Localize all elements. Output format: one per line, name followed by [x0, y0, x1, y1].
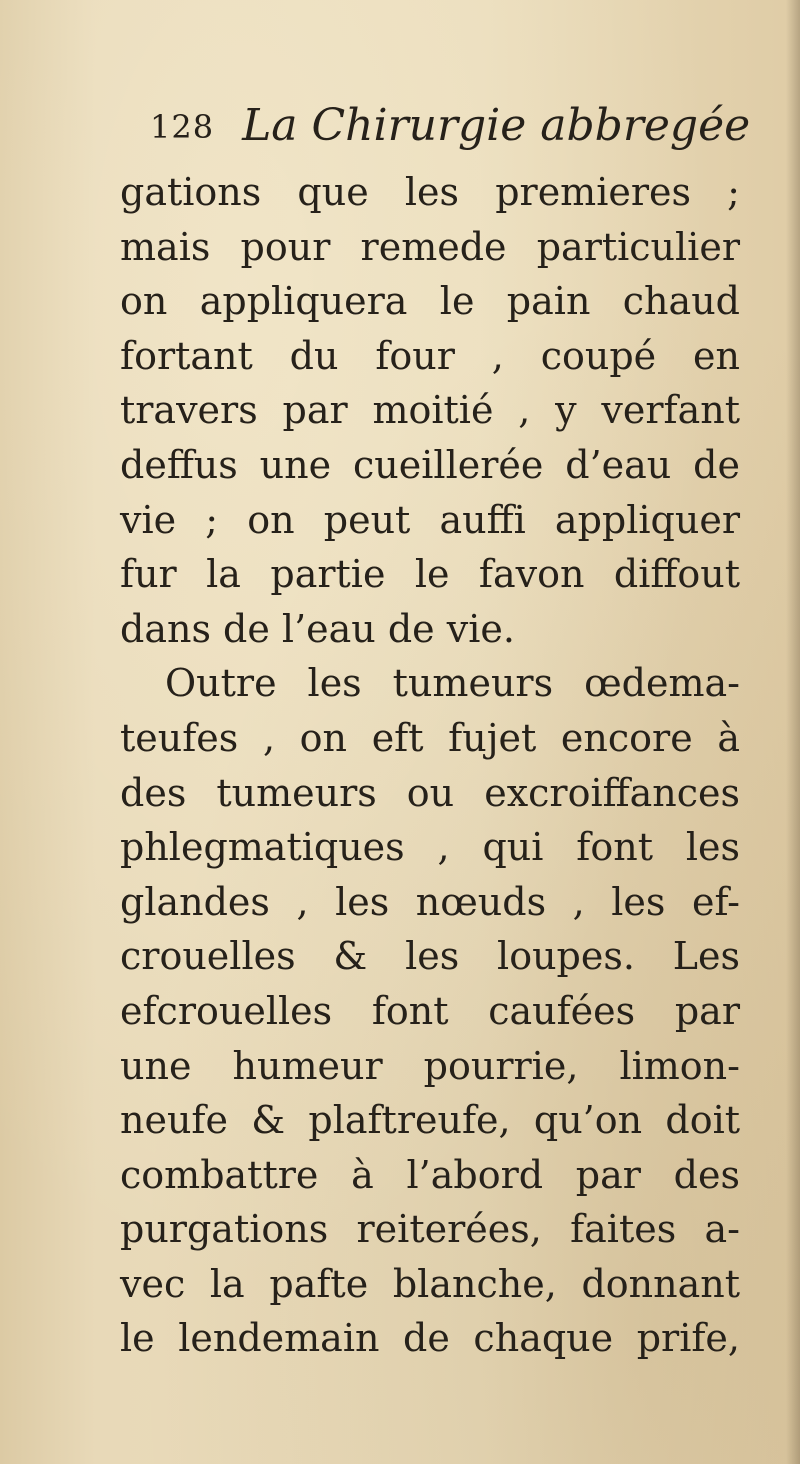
text-line: deffus une cueillerée d’eau de — [120, 442, 740, 487]
text-line: vie ; on peut auffi appliquer — [120, 497, 740, 542]
text-line: combattre à l’abord par des — [120, 1152, 740, 1197]
text-line: teufes , on eft fujet encore à — [120, 715, 740, 760]
text-line: des tumeurs ou excroiffances — [120, 770, 740, 815]
text-line: vec la pafte blanche, donnant — [120, 1261, 740, 1306]
text-line: le lendemain de chaque prife, — [120, 1316, 740, 1361]
text-line: efcrouelles font caufées par — [120, 988, 740, 1033]
running-title: La Chirurgie abbregée — [242, 100, 751, 151]
text-line: purgations reiterées, faites a- — [120, 1207, 740, 1252]
page-edge-shadow — [786, 0, 800, 1464]
text-line: une humeur pourrie, limon- — [120, 1043, 740, 1088]
paragraph-start-line: Outre les tumeurs œdema- — [165, 661, 740, 706]
text-line: gations que les premieres ; — [120, 170, 740, 214]
text-line: on appliquera le pain chaud — [120, 279, 740, 324]
text-line: crouelles & les loupes. Les — [120, 934, 740, 979]
text-line: neufe & plaftreufe, qu’on doit — [120, 1098, 740, 1143]
text-line: travers par moitié , y verfant — [120, 388, 740, 433]
text-line: mais pour remede particulier — [120, 224, 740, 269]
text-line: fur la partie le favon diffout — [120, 552, 740, 597]
text-line: fortant du four , coupé en — [120, 333, 740, 378]
text-line: phlegmatiques , qui font les — [120, 825, 740, 870]
paragraph-end-line: dans de l’eau de vie. — [120, 606, 515, 651]
text-line: glandes , les nœuds , les ef- — [120, 879, 740, 924]
body-text — [120, 165, 740, 1366]
running-head — [150, 98, 750, 155]
page-number: 128 — [150, 108, 215, 146]
